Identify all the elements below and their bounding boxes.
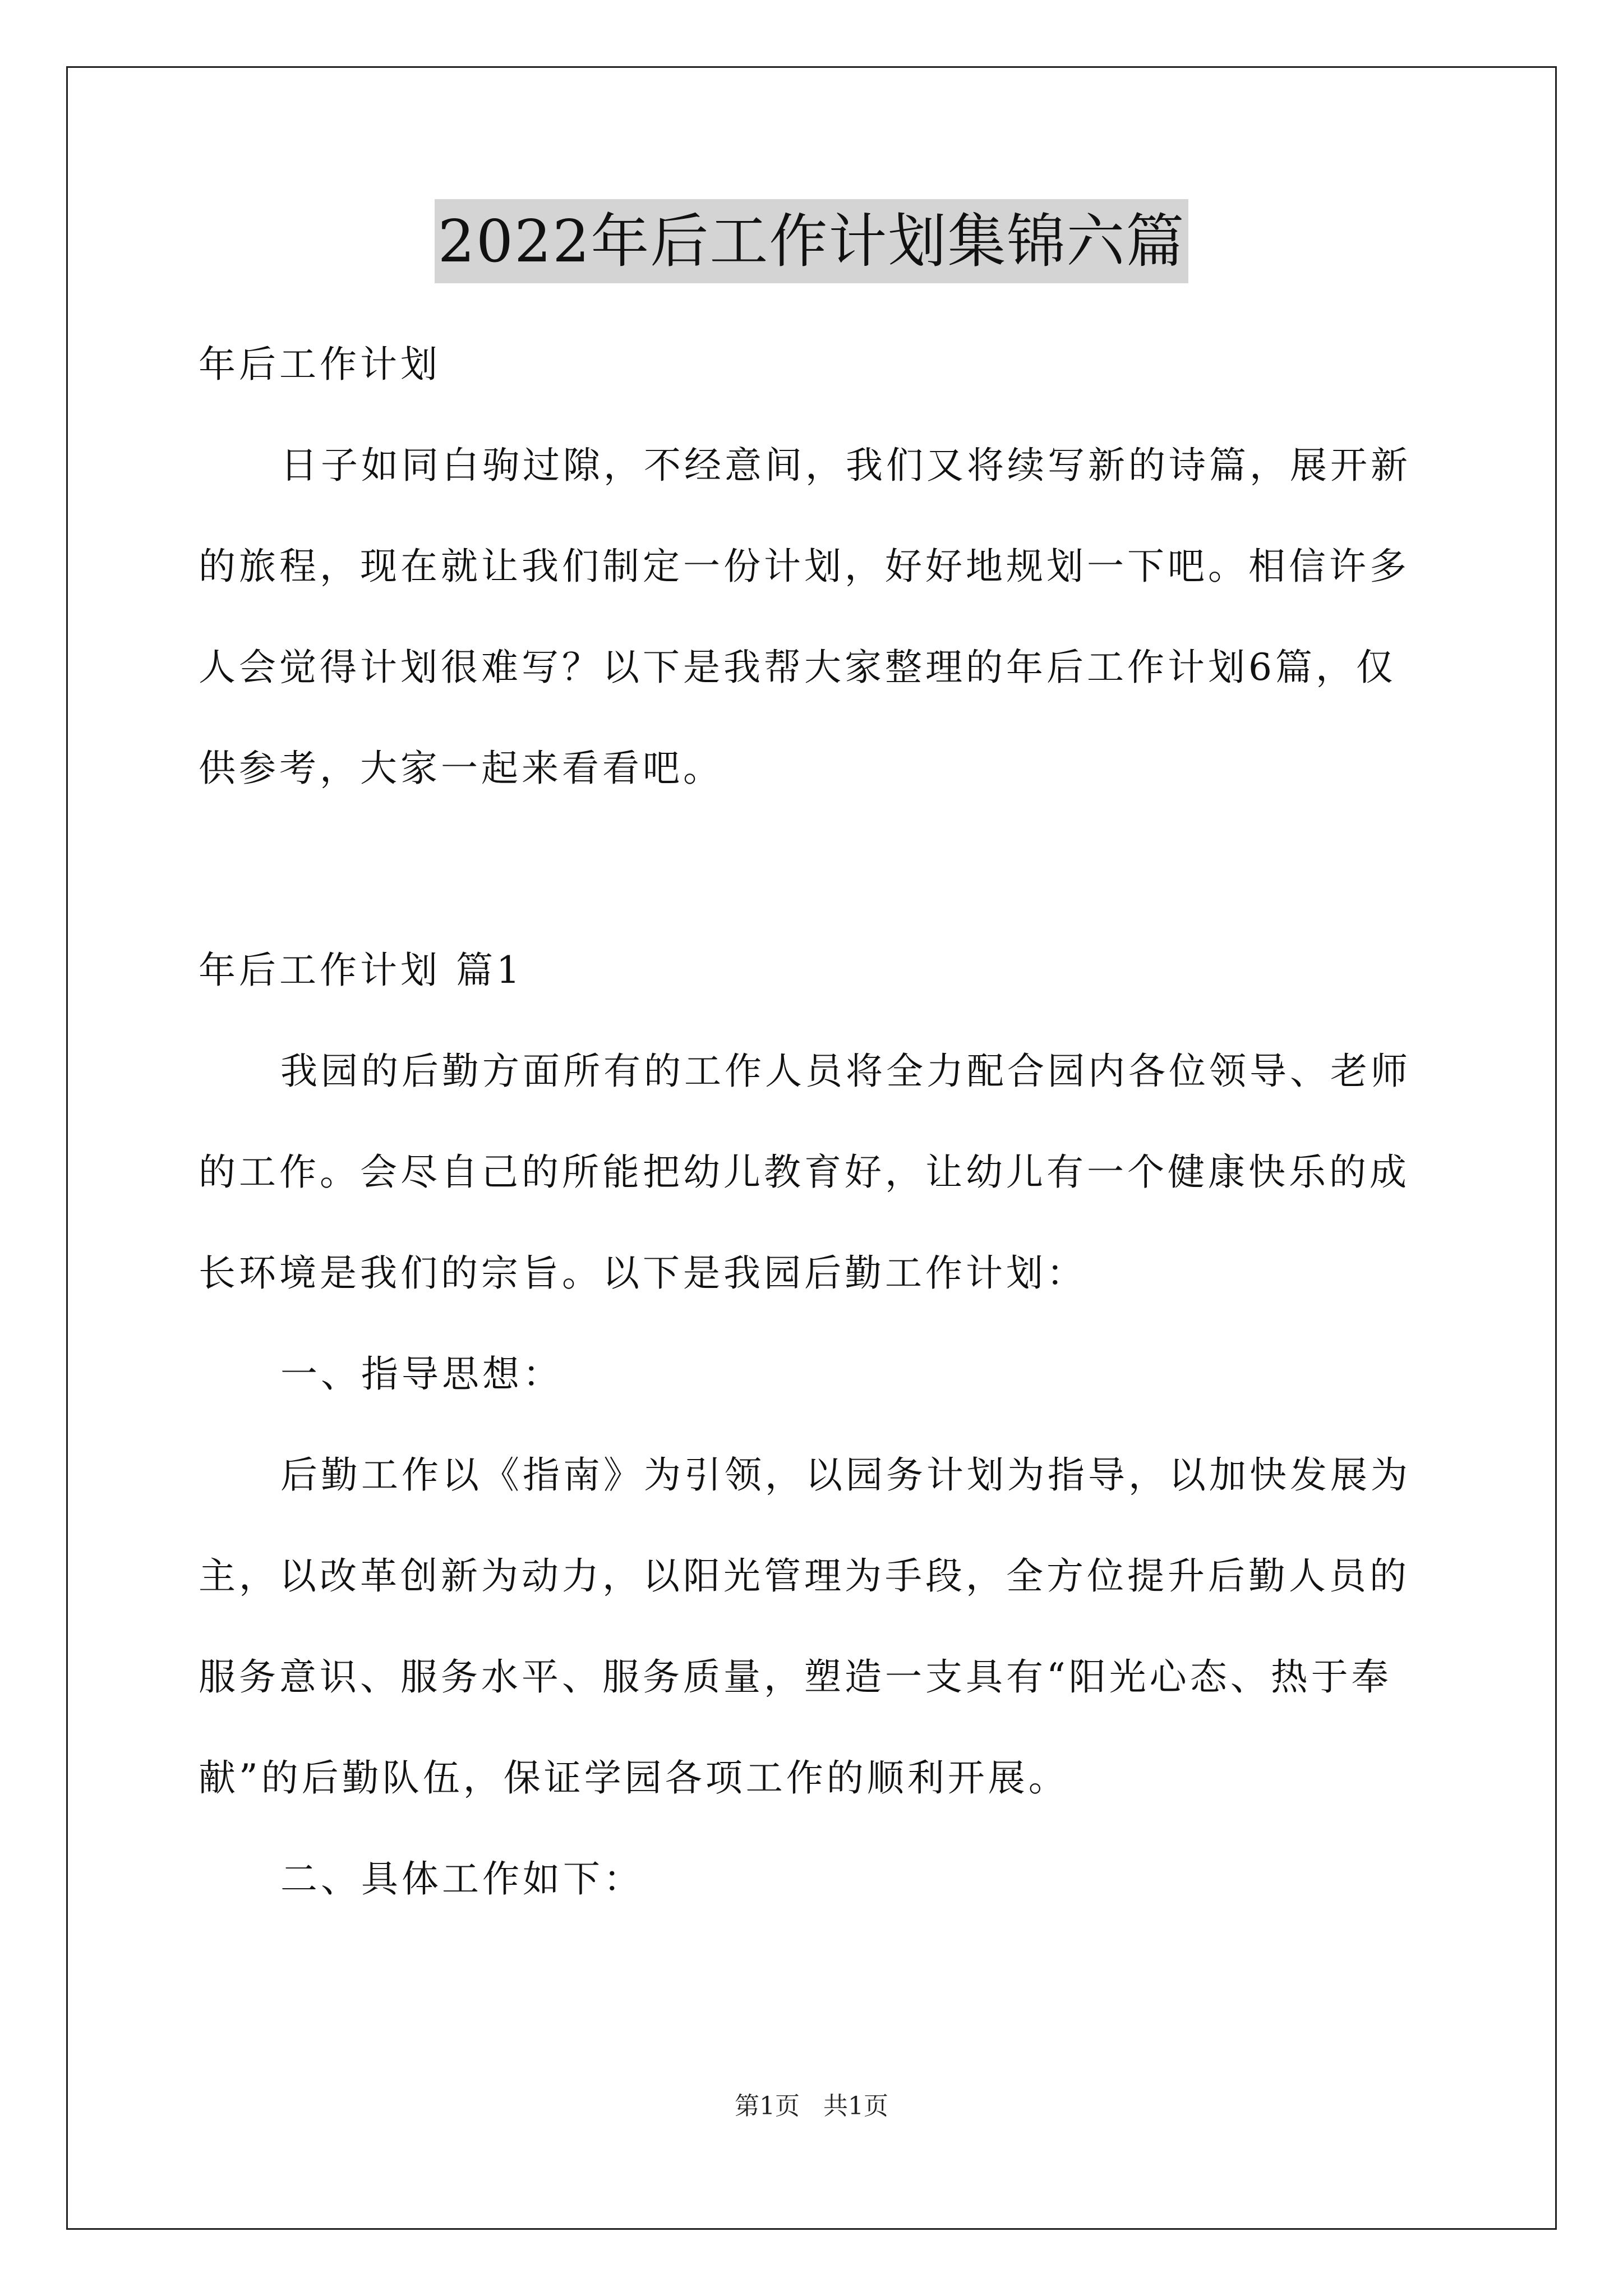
section-heading: 年后工作计划: [199, 343, 441, 386]
body-paragraph: 我园的后勤方面所有的工作人员将全力配合园内各位领导、老师的工作。会尽自己的所能把幼儿教育好，让幼儿有一个健康快乐的成长环境是我们的宗旨。以下是我园后勤工作计划：: [199, 1050, 1411, 1295]
paragraph-gap: [199, 819, 1427, 920]
page-footer: [0, 2090, 1623, 2123]
subheading: 二、具体工作如下：: [280, 1857, 644, 1901]
page-number-current: 第1页: [735, 2092, 800, 2120]
intro-paragraph: 日子如同白驹过隙，不经意间，我们又将续写新的诗篇，展开新的旅程，现在就让我们制定一份计划，好好地规划一下吧。相信许多人会觉得计划很难写？以下是我帮大家整理的年后工作计划6篇，仅供参考，大家一起来看看吧。: [199, 444, 1411, 790]
document-body: [199, 314, 1427, 1930]
document-title: 2022年后工作计划集锦六篇: [435, 199, 1189, 283]
body-paragraph: 后勤工作以《指南》为引领，以园务计划为指导，以加快发展为主，以改革创新为动力，以阳光管理为手段，全方位提升后勤人员的服务意识、服务水平、服务质量，塑造一支具有“阳光心态、热于奉献”的后勤队伍，保证学园各项工作的顺利开展。: [199, 1453, 1411, 1800]
subheading: 一、指导思想：: [280, 1352, 563, 1396]
title-container: [0, 199, 1623, 283]
section-heading: 年后工作计划 篇1: [199, 949, 523, 992]
page-number-total: 共1页: [823, 2092, 888, 2120]
